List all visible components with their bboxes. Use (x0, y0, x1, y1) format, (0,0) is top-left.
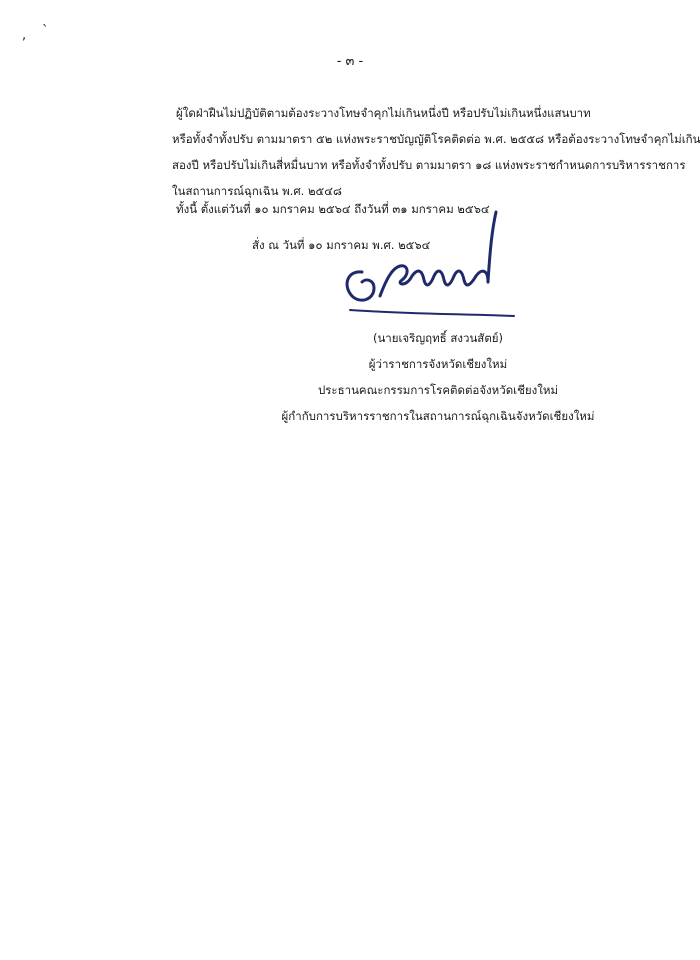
signature-block (258, 325, 618, 429)
paragraph-line: หรือทั้งจำทั้งปรับ ตามมาตรา ๕๒ แห่งพระราชบัญญัติโรคติดต่อ พ.ศ. ๒๕๕๘ หรือต้องระวางโทษจำคุกไม่เกิน (172, 132, 700, 146)
paragraph-line: สองปี หรือปรับไม่เกินสี่หมื่นบาท หรือทั้งจำทั้งปรับ ตามมาตรา ๑๘ แห่งพระราชกำหนดการบริหารราชการ (172, 158, 686, 172)
paragraph-line: ในสถานการณ์ฉุกเฉิน พ.ศ. ๒๕๔๘ (172, 184, 342, 198)
paragraph-line: ผู้ใดฝ่าฝืนไม่ปฏิบัติตามต้องระวางโทษจำคุกไม่เกินหนึ่งปี หรือปรับไม่เกินหนึ่งแสนบาท (176, 106, 591, 120)
page-number: - ๓ - (336, 54, 364, 69)
penalty-paragraph (172, 100, 700, 204)
effective-period: ทั้งนี้ ตั้งแต่วันที่ ๑๐ มกราคม ๒๕๖๔ ถึงวันที่ ๓๑ มกราคม ๒๕๖๔ (176, 202, 490, 216)
stray-mark: , (22, 28, 27, 43)
handwritten-signature (330, 210, 520, 330)
stray-mark: ` (42, 24, 49, 39)
signatory-name: (นายเจริญฤทธิ์ สงวนสัตย์) (372, 331, 504, 345)
signatory-position: ผู้ว่าราชการจังหวัดเชียงใหม่ (368, 357, 508, 371)
signatory-position: ผู้กำกับการบริหารราชการในสถานการณ์ฉุกเฉินจังหวัดเชียงใหม่ (281, 409, 595, 423)
ordered-date: สั่ง ณ วันที่ ๑๐ มกราคม พ.ศ. ๒๕๖๔ (252, 238, 431, 252)
signatory-position: ประธานคณะกรรมการโรคติดต่อจังหวัดเชียงใหม่ (317, 383, 559, 397)
